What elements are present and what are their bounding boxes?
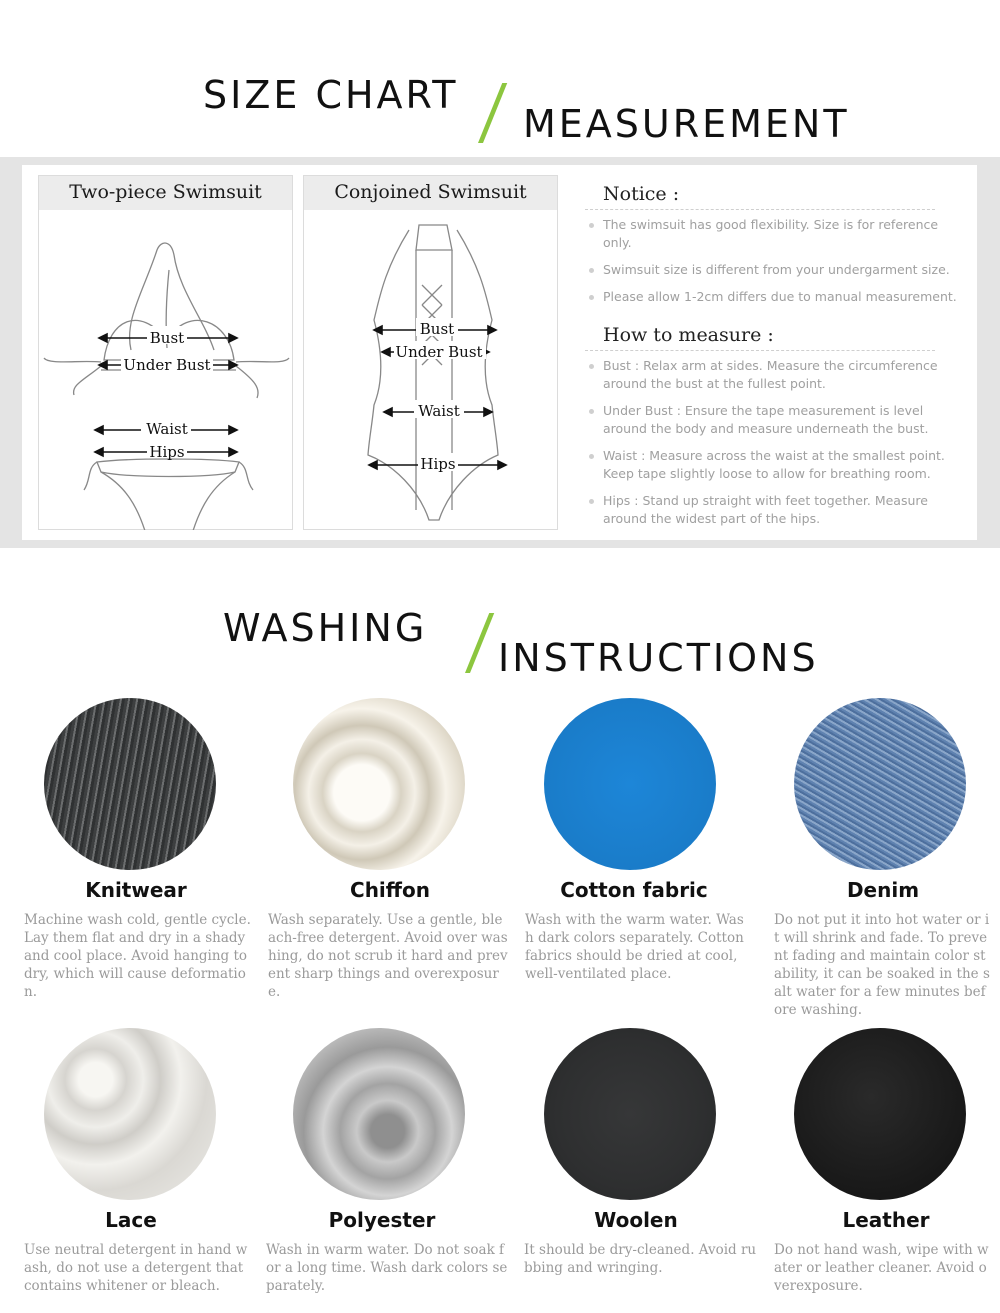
two-piece-title: Two-piece Swimsuit bbox=[39, 176, 292, 210]
denim-desc: Do not put it into hot water or it will shrink and fade. To prevent fading and maintain color stability, it can be soaked in the salt water for a few minutes before washing. bbox=[774, 912, 990, 1018]
conjoined-waist-label: Waist bbox=[418, 402, 460, 420]
two-piece-bust-label: Bust bbox=[149, 329, 185, 347]
how-to-measure-list bbox=[585, 357, 965, 528]
instructions-heading: INSTRUCTIONS bbox=[498, 636, 819, 680]
two-piece-hips-label: Hips bbox=[149, 443, 185, 461]
size-chart-heading: SIZE CHART bbox=[203, 73, 459, 117]
how-to-measure-title: How to measure : bbox=[585, 324, 935, 351]
knitwear-desc: Machine wash cold, gentle cycle. Lay them flat and dry in a shady and cool place. Avoid hanging to dry, which will cause deformation. bbox=[24, 912, 251, 1000]
woolen-name: Woolen bbox=[594, 1208, 678, 1232]
conjoined-diagram bbox=[304, 210, 559, 530]
knitwear-name: Knitwear bbox=[85, 878, 187, 902]
how-to-item: Waist : Measure across the waist at the smallest point. Keep tape slightly loose to allow for breathing room. bbox=[603, 447, 968, 483]
notice-item: Please allow 1-2cm differs due to manual measurement. bbox=[603, 288, 968, 306]
notice-list bbox=[585, 216, 965, 306]
notice-item: The swimsuit has good flexibility. Size is for reference only. bbox=[603, 216, 968, 252]
woolen-desc: It should be dry-cleaned. Avoid rubbing and wringing. bbox=[524, 1242, 757, 1276]
lace-name: Lace bbox=[105, 1208, 157, 1232]
how-to-item: Bust : Relax arm at sides. Measure the circumference around the bust at the fullest point. bbox=[603, 357, 968, 393]
lace-swatch bbox=[44, 1028, 216, 1200]
chiffon-desc: Wash separately. Use a gentle, bleach-free detergent. Avoid over washing, do not scrub it hard and prevent sharp things and overexposure. bbox=[268, 912, 508, 1000]
polyester-swatch bbox=[293, 1028, 465, 1200]
denim-name: Denim bbox=[846, 878, 920, 902]
cotton-name: Cotton fabric bbox=[560, 878, 708, 902]
chiffon-swatch bbox=[293, 698, 465, 870]
leather-name: Leather bbox=[842, 1208, 930, 1232]
polyester-name: Polyester bbox=[328, 1208, 436, 1232]
denim-swatch bbox=[794, 698, 966, 870]
notice-title: Notice : bbox=[585, 183, 935, 210]
two-piece-waist-label: Waist bbox=[146, 420, 188, 438]
conjoined-title: Conjoined Swimsuit bbox=[304, 176, 557, 210]
how-to-item: Hips : Stand up straight with feet together. Measure around the widest part of the hips. bbox=[603, 492, 968, 528]
knitwear-swatch bbox=[44, 698, 216, 870]
woolen-swatch bbox=[544, 1028, 716, 1200]
conjoined-card bbox=[303, 175, 558, 530]
how-to-item: Under Bust : Ensure the tape measurement is level around the body and measure underneath the bust. bbox=[603, 402, 968, 438]
chiffon-name: Chiffon bbox=[350, 878, 430, 902]
heading-slash-2 bbox=[465, 613, 494, 673]
two-piece-under-bust-label: Under Bust bbox=[123, 356, 211, 374]
conjoined-under-bust-label: Under Bust bbox=[395, 343, 483, 361]
two-piece-diagram bbox=[39, 210, 294, 530]
lace-desc: Use neutral detergent in hand wash, do not use a detergent that contains whitener or bleach. bbox=[24, 1242, 248, 1294]
washing-heading: WASHING bbox=[223, 606, 428, 650]
heading-slash-1 bbox=[478, 83, 507, 143]
notice-section bbox=[585, 183, 965, 537]
cotton-swatch bbox=[544, 698, 716, 870]
two-piece-card bbox=[38, 175, 293, 530]
leather-swatch bbox=[794, 1028, 966, 1200]
conjoined-bust-label: Bust bbox=[419, 320, 455, 338]
polyester-desc: Wash in warm water. Do not soak for a long time. Wash dark colors separately. bbox=[266, 1242, 508, 1294]
notice-item: Swimsuit size is different from your undergarment size. bbox=[603, 261, 968, 279]
measurement-heading: MEASUREMENT bbox=[523, 102, 850, 146]
cotton-desc: Wash with the warm water. Wash dark colors separately. Cotton fabrics should be dried at cool, well-ventilated place. bbox=[525, 912, 744, 982]
conjoined-hips-label: Hips bbox=[420, 455, 456, 473]
leather-desc: Do not hand wash, wipe with water or leather cleaner. Avoid overexposure. bbox=[774, 1242, 989, 1294]
